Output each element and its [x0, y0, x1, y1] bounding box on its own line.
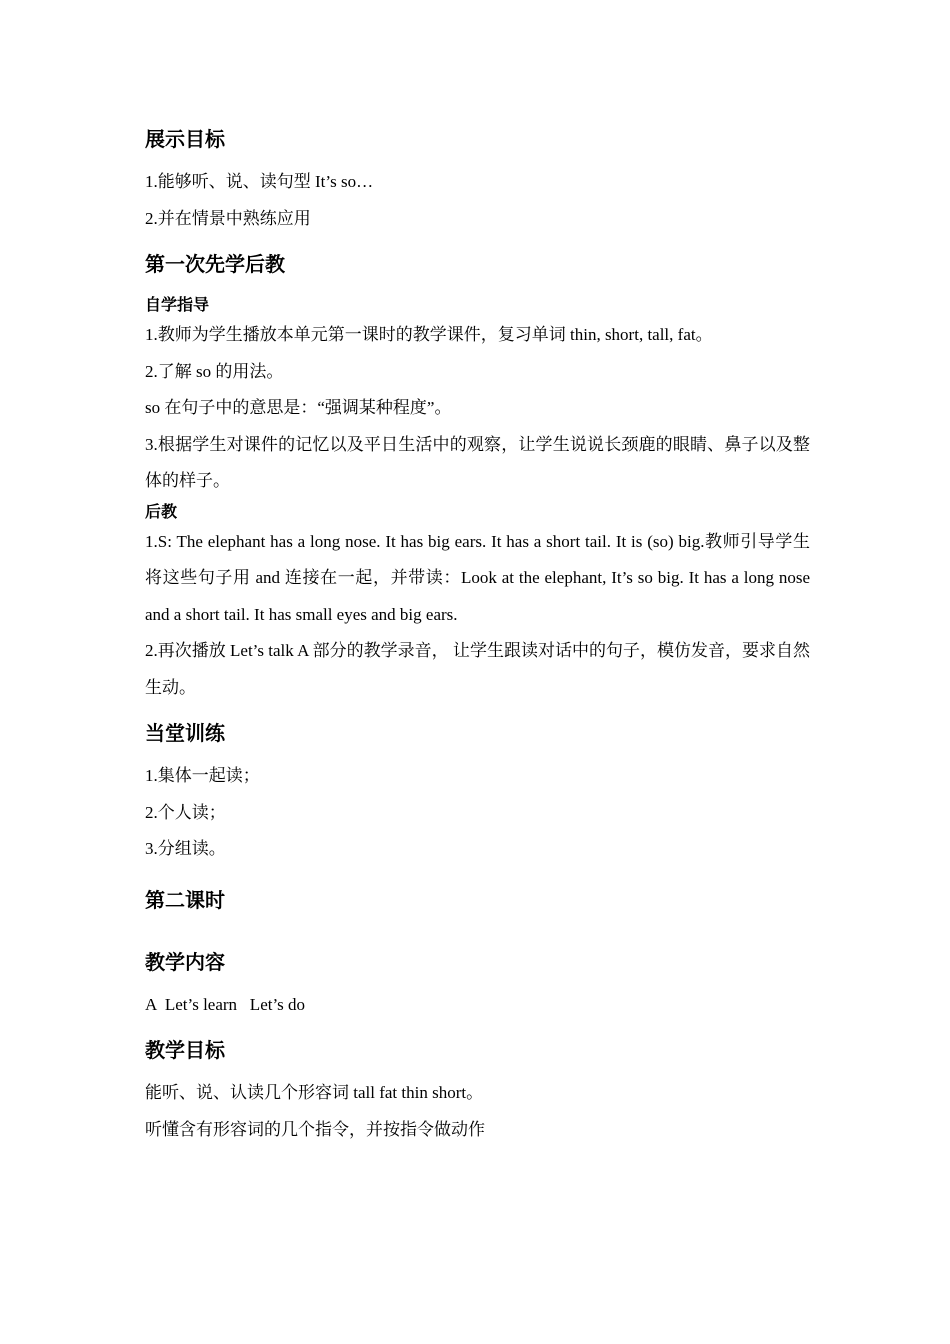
goal-line-1: 1.能够听、说、读句型 It’s so… [145, 172, 374, 191]
teaching-goal-line-1: 能听、说、认读几个形容词 tall fat thin short。 [145, 1083, 484, 1102]
self-study-line-3: so 在句子中的意思是：“强调某种程度”。 [145, 398, 452, 417]
heading-teaching-content: 教学内容 [145, 949, 225, 974]
goal-line-2: 2.并在情景中熟练应用 [145, 208, 311, 228]
heading-teaching-goals: 教学目标 [145, 1038, 225, 1062]
heading-first-learn-teach: 第一次先学后教 [145, 252, 285, 276]
self-study-line-1: 1.教师为学生播放本单元第一课时的教学课件，复习单词 thin, short, tall, fat。 [145, 325, 713, 344]
teaching-content-line: A Let’s learn Let’s do [145, 994, 306, 1014]
subheading-self-study: 自学指导 [145, 295, 210, 314]
practice-line-3: 3.分组读。 [145, 839, 226, 858]
heading-display-goals: 展示目标 [145, 127, 225, 151]
subheading-after-teach: 后教 [145, 501, 178, 521]
self-study-line-2: 2.了解 so 的用法。 [145, 361, 284, 381]
heading-class-practice: 当堂训练 [145, 721, 225, 745]
after-teach-line-1: 1.S: The elephant has a long nose. It has big ears. It has a short tail. It is (so) big.教师引导学生将这些句子用 and 连接在一起，并带读：Look at the elephant, It’s so big. It has a long nose and a short tail. It has small eyes and big ears. [145, 531, 810, 624]
after-teach-line-2: 2.再次播放 Let’s talk A 部分的教学录音， 让学生跟读对话中的句子，模仿发音，要求自然生动。 [145, 641, 810, 697]
practice-line-2: 2.个人读； [145, 802, 226, 822]
document-body [145, 124, 810, 1148]
heading-second-lesson: 第二课时 [145, 887, 225, 912]
self-study-line-4: 3.根据学生对课件的记忆以及平日生活中的观察，让学生说说长颈鹿的眼睛、鼻子以及整体的样子。 [145, 434, 810, 490]
practice-line-1: 1.集体一起读； [145, 766, 260, 785]
teaching-goal-line-2: 听懂含有形容词的几个指令，并按指令做动作 [145, 1119, 485, 1139]
